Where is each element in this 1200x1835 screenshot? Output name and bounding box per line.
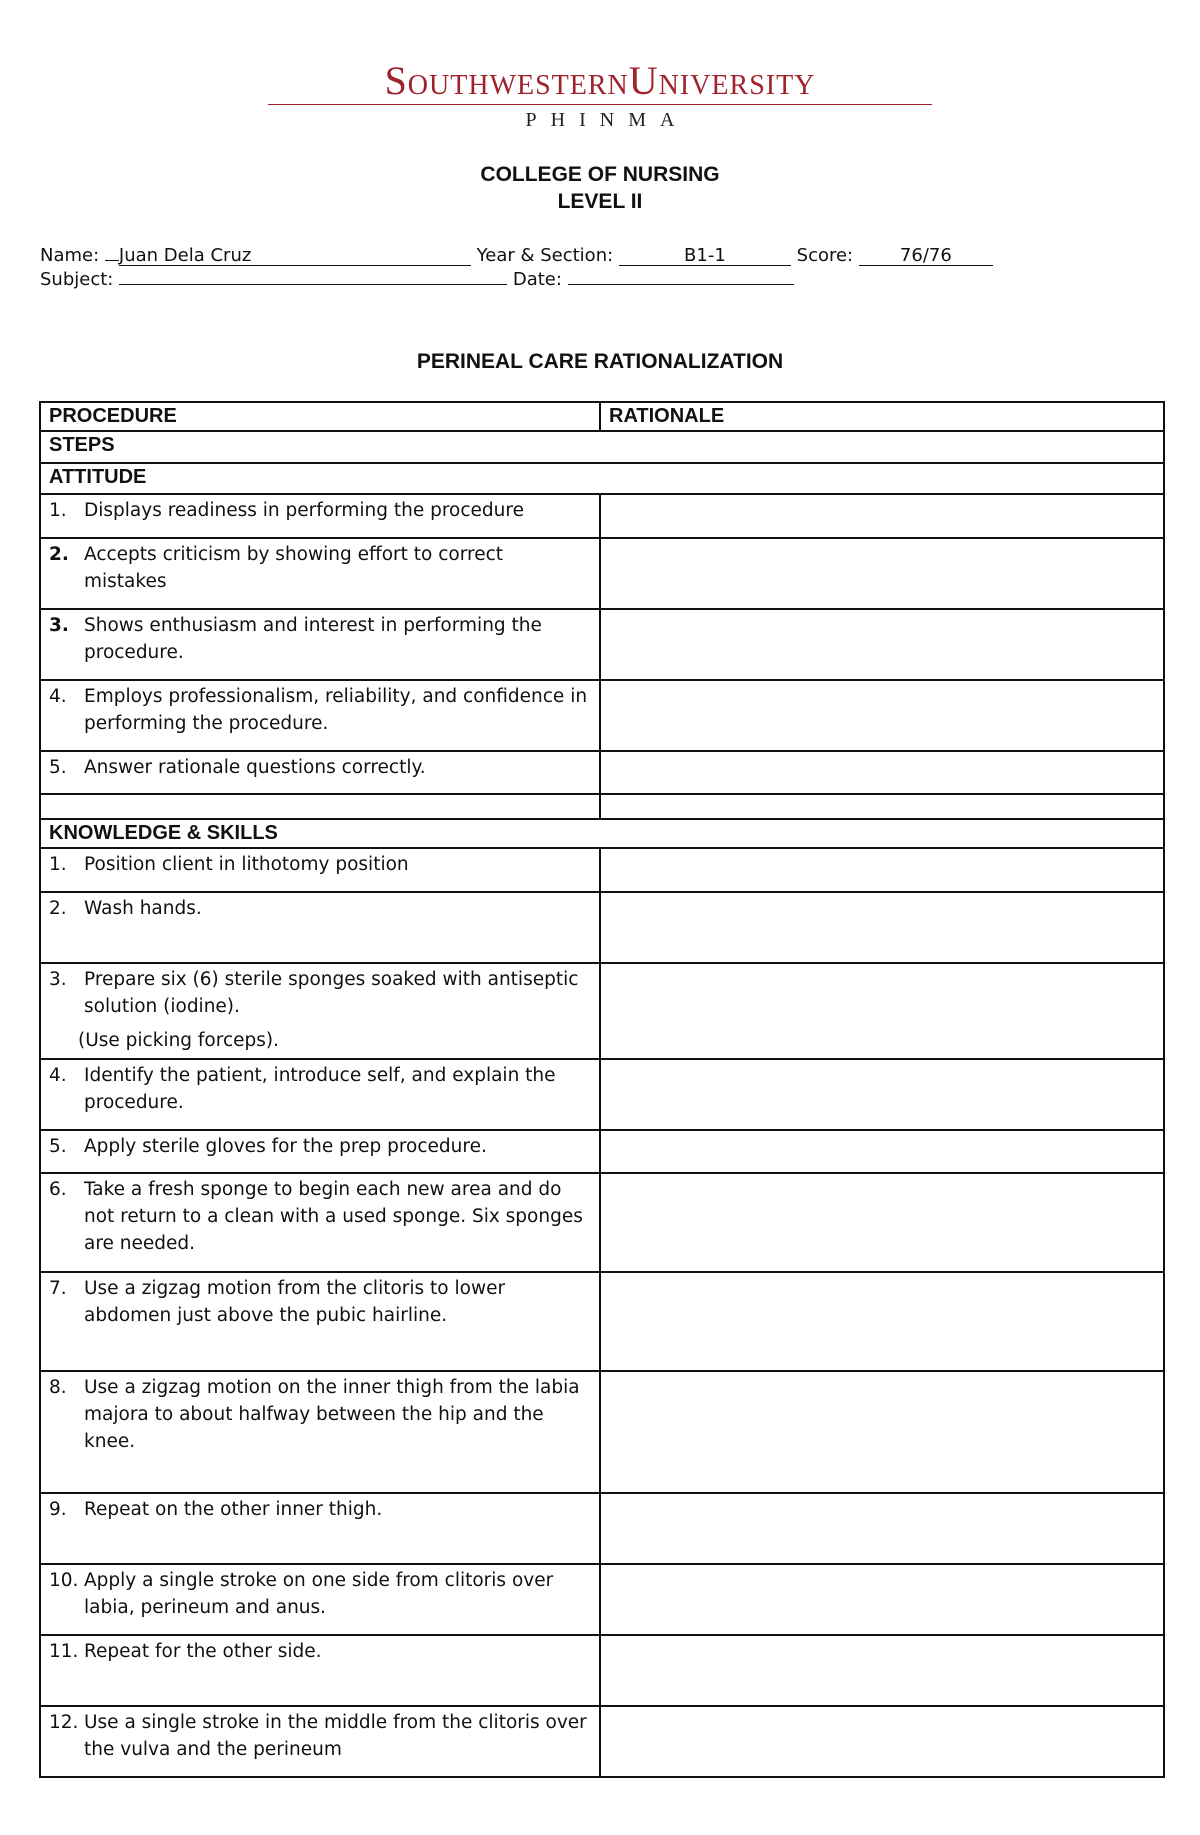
table-row <box>40 1493 1164 1564</box>
document-title: PERINEAL CARE RATIONALIZATION <box>416 350 784 373</box>
table-row <box>40 1130 1164 1173</box>
table-row <box>40 1706 1164 1777</box>
step-text: Answer rationale questions correctly. <box>84 757 426 778</box>
table-row <box>40 892 1164 963</box>
rationale-cell[interactable] <box>600 963 1164 1059</box>
step-number: 2. <box>49 898 67 919</box>
knowledge-row <box>40 819 1164 848</box>
score-value: 76/76 <box>899 245 952 266</box>
table-row <box>40 680 1164 751</box>
rationale-cell[interactable] <box>600 1173 1164 1272</box>
step-number: 11. <box>49 1641 79 1662</box>
table-row <box>40 609 1164 680</box>
procedure-cell <box>40 751 600 794</box>
score-field[interactable] <box>859 244 993 266</box>
step-note: (Use picking forceps). <box>78 1030 279 1051</box>
blank-row <box>40 794 1164 819</box>
info-line-2 <box>40 263 794 292</box>
steps-label: STEPS <box>40 431 1164 463</box>
step-text: Apply a single stroke on one side from clitoris over labia, perineum and anus. <box>84 1570 554 1618</box>
step-number: 5. <box>49 1136 67 1157</box>
subject-label: Subject: <box>40 269 114 290</box>
procedure-cell <box>40 1130 600 1173</box>
procedure-cell <box>40 1059 600 1130</box>
step-number: 10. <box>49 1570 79 1591</box>
rationale-cell[interactable] <box>600 1635 1164 1706</box>
rationale-cell[interactable] <box>600 1272 1164 1371</box>
table-row <box>40 1173 1164 1272</box>
step-text: Take a fresh sponge to begin each new area and do not return to a clean with a used sponge. Six sponges are needed. <box>84 1179 583 1254</box>
level-heading: LEVEL II <box>557 190 643 213</box>
procedure-cell <box>40 1371 600 1493</box>
step-number: 7. <box>49 1278 67 1299</box>
step-text: Use a zigzag motion from the clitoris to lower abdomen just above the pubic hairline. <box>84 1278 506 1326</box>
procedure-cell <box>40 848 600 892</box>
year-label: Year & Section: <box>476 245 614 266</box>
date-field[interactable] <box>568 263 794 285</box>
subject-field[interactable] <box>119 263 507 285</box>
step-number: 6. <box>49 1179 67 1200</box>
rationale-cell[interactable] <box>600 751 1164 794</box>
procedure-cell <box>40 1272 600 1371</box>
step-number: 1. <box>49 854 67 875</box>
procedure-cell <box>40 609 600 680</box>
rationale-cell[interactable] <box>600 794 1164 819</box>
score-label: Score: <box>796 245 854 266</box>
procedure-cell <box>40 1173 600 1272</box>
procedure-cell <box>40 494 600 538</box>
table-header-row <box>40 402 1164 431</box>
rationale-cell[interactable] <box>600 609 1164 680</box>
procedure-header: PROCEDURE <box>40 402 600 431</box>
step-text: Prepare six (6) sterile sponges soaked with antiseptic solution (iodine). <box>84 969 579 1017</box>
step-text: Identify the patient, introduce self, and explain the procedure. <box>84 1065 556 1113</box>
attitude-row <box>40 463 1164 494</box>
step-text: Shows enthusiasm and interest in performing the procedure. <box>84 615 542 663</box>
step-number: 5. <box>49 757 67 778</box>
step-text: Repeat on the other inner thigh. <box>84 1499 383 1520</box>
table-row <box>40 848 1164 892</box>
table-row <box>40 751 1164 794</box>
step-number: 8. <box>49 1377 67 1398</box>
step-number: 9. <box>49 1499 67 1520</box>
rationale-cell[interactable] <box>600 1371 1164 1493</box>
step-number: 4. <box>49 1065 67 1086</box>
table-row <box>40 963 1164 1059</box>
name-label: Name: <box>40 245 100 266</box>
rationale-cell[interactable] <box>600 892 1164 963</box>
table-row <box>40 1272 1164 1371</box>
step-text: Apply sterile gloves for the prep procedure. <box>84 1136 487 1157</box>
procedure-cell <box>40 538 600 609</box>
rationale-cell[interactable] <box>600 538 1164 609</box>
step-text: Use a single stroke in the middle from the clitoris over the vulva and the perineum <box>84 1712 587 1760</box>
logo-sub: PHINMA <box>525 109 689 131</box>
logo-name: SouthwesternUniversity <box>384 58 816 103</box>
step-number: 12. <box>49 1712 79 1733</box>
rationale-cell[interactable] <box>600 1130 1164 1173</box>
step-number: 1. <box>49 500 67 521</box>
table-row <box>40 1371 1164 1493</box>
procedure-cell <box>40 1706 600 1777</box>
rationale-cell[interactable] <box>600 680 1164 751</box>
rationale-cell[interactable] <box>600 494 1164 538</box>
table-row <box>40 538 1164 609</box>
rationale-cell[interactable] <box>600 848 1164 892</box>
rationale-cell[interactable] <box>600 1564 1164 1635</box>
step-number: 3. <box>49 615 69 636</box>
university-logo <box>268 60 932 131</box>
procedure-cell <box>40 680 600 751</box>
step-text: Position client in lithotomy position <box>84 854 409 875</box>
procedure-cell <box>40 1493 600 1564</box>
step-text: Accepts criticism by showing effort to correct mistakes <box>84 544 504 592</box>
name-value: Juan Dela Cruz <box>118 245 252 266</box>
rationale-cell[interactable] <box>600 1059 1164 1130</box>
table-row <box>40 1635 1164 1706</box>
step-number: 4. <box>49 686 67 707</box>
step-number: 3. <box>49 969 67 990</box>
year-value: B1-1 <box>684 245 726 266</box>
step-text: Employs professionalism, reliability, and confidence in performing the procedure. <box>84 686 588 734</box>
step-text: Displays readiness in performing the procedure <box>84 500 524 521</box>
procedure-cell <box>40 1564 600 1635</box>
procedure-cell <box>40 794 600 819</box>
step-text: Wash hands. <box>84 898 202 919</box>
college-heading: COLLEGE OF NURSING <box>480 163 720 186</box>
step-number: 2. <box>49 544 69 565</box>
step-text: Use a zigzag motion on the inner thigh from the labia majora to about halfway between the hip and the knee. <box>84 1377 580 1452</box>
table-row <box>40 1059 1164 1130</box>
rationalization-table <box>39 401 1165 1778</box>
date-label: Date: <box>512 269 562 290</box>
logo-rule <box>268 104 932 105</box>
rationale-cell[interactable] <box>600 1493 1164 1564</box>
table-row <box>40 494 1164 538</box>
attitude-label: ATTITUDE <box>40 463 1164 494</box>
rationale-header: RATIONALE <box>600 402 1164 431</box>
procedure-cell <box>40 1635 600 1706</box>
procedure-cell <box>40 892 600 963</box>
name-lead-blank[interactable] <box>105 239 119 261</box>
knowledge-label: KNOWLEDGE & SKILLS <box>40 819 1164 848</box>
rationale-cell[interactable] <box>600 1706 1164 1777</box>
steps-row <box>40 431 1164 463</box>
procedure-cell <box>40 963 600 1059</box>
table-row <box>40 1564 1164 1635</box>
step-text: Repeat for the other side. <box>84 1641 322 1662</box>
